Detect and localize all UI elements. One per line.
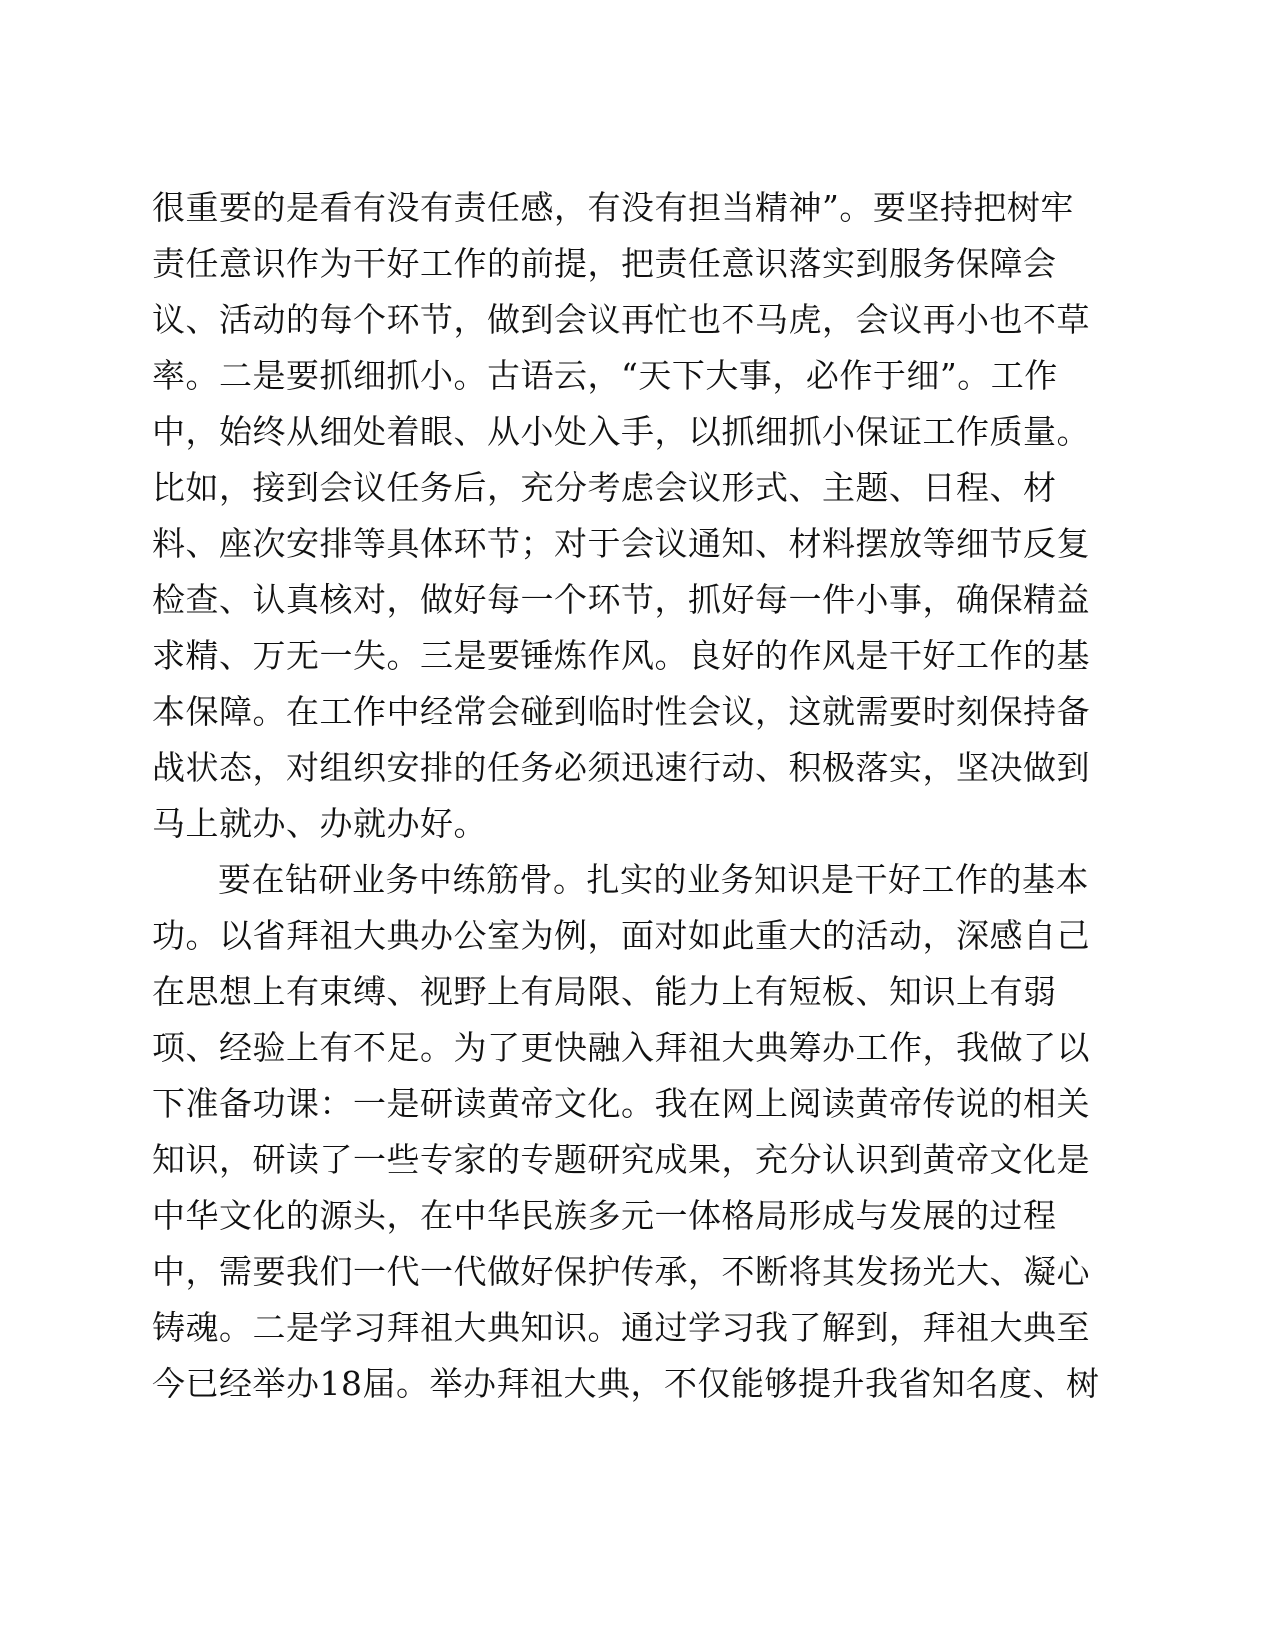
text-line: 铸魂。二是学习拜祖大典知识。通过学习我了解到，拜祖大典至 bbox=[152, 1308, 1090, 1347]
text-line: 责任意识作为干好工作的前提，把责任意识落实到服务保障会 bbox=[152, 244, 1057, 283]
text-line: 求精、万无一失。三是要锤炼作风。良好的作风是干好工作的基 bbox=[152, 636, 1090, 675]
text-line: 中，需要我们一代一代做好保护传承，不断将其发扬光大、凝心 bbox=[152, 1252, 1090, 1291]
text-line: 本保障。在工作中经常会碰到临时性会议，这就需要时刻保持备 bbox=[152, 692, 1090, 731]
text-line: 料、座次安排等具体环节；对于会议通知、材料摆放等细节反复 bbox=[152, 524, 1090, 563]
body-text bbox=[152, 180, 1112, 1412]
text-line: 战状态，对组织安排的任务必须迅速行动、积极落实，坚决做到 bbox=[152, 748, 1090, 787]
text-line: 率。二是要抓细抓小。古语云，“天下大事，必作于细”。工作 bbox=[152, 356, 1058, 395]
text-line: 在思想上有束缚、视野上有局限、能力上有短板、知识上有弱 bbox=[152, 972, 1057, 1011]
text-line: 下准备功课：一是研读黄帝文化。我在网上阅读黄帝传说的相关 bbox=[152, 1084, 1090, 1123]
text-line: 项、经验上有不足。为了更快融入拜祖大典筹办工作，我做了以 bbox=[152, 1028, 1090, 1067]
text-line: 检查、认真核对，做好每一个环节，抓好每一件小事，确保精益 bbox=[152, 580, 1090, 619]
text-line: 马上就办、办就办好。 bbox=[152, 804, 487, 843]
text-line: 功。以省拜祖大典办公室为例，面对如此重大的活动，深感自己 bbox=[152, 916, 1090, 955]
text-line: 很重要的是看有没有责任感，有没有担当精神”。要坚持把树牢 bbox=[152, 188, 1074, 227]
text-line: 今已经举办18届。举办拜祖大典，不仅能够提升我省知名度、树 bbox=[152, 1364, 1100, 1403]
text-line: 议、活动的每个环节，做到会议再忙也不马虎，会议再小也不草 bbox=[152, 300, 1090, 339]
text-line: 知识，研读了一些专家的专题研究成果，充分认识到黄帝文化是 bbox=[152, 1140, 1090, 1179]
text-line: 中，始终从细处着眼、从小处入手，以抓细抓小保证工作质量。 bbox=[152, 412, 1090, 451]
paragraph-start-line: 要在钻研业务中练筋骨。扎实的业务知识是干好工作的基本 bbox=[218, 860, 1089, 899]
text-line: 中华文化的源头，在中华民族多元一体格局形成与发展的过程 bbox=[152, 1196, 1057, 1235]
text-line: 比如，接到会议任务后，充分考虑会议形式、主题、日程、材 bbox=[152, 468, 1057, 507]
